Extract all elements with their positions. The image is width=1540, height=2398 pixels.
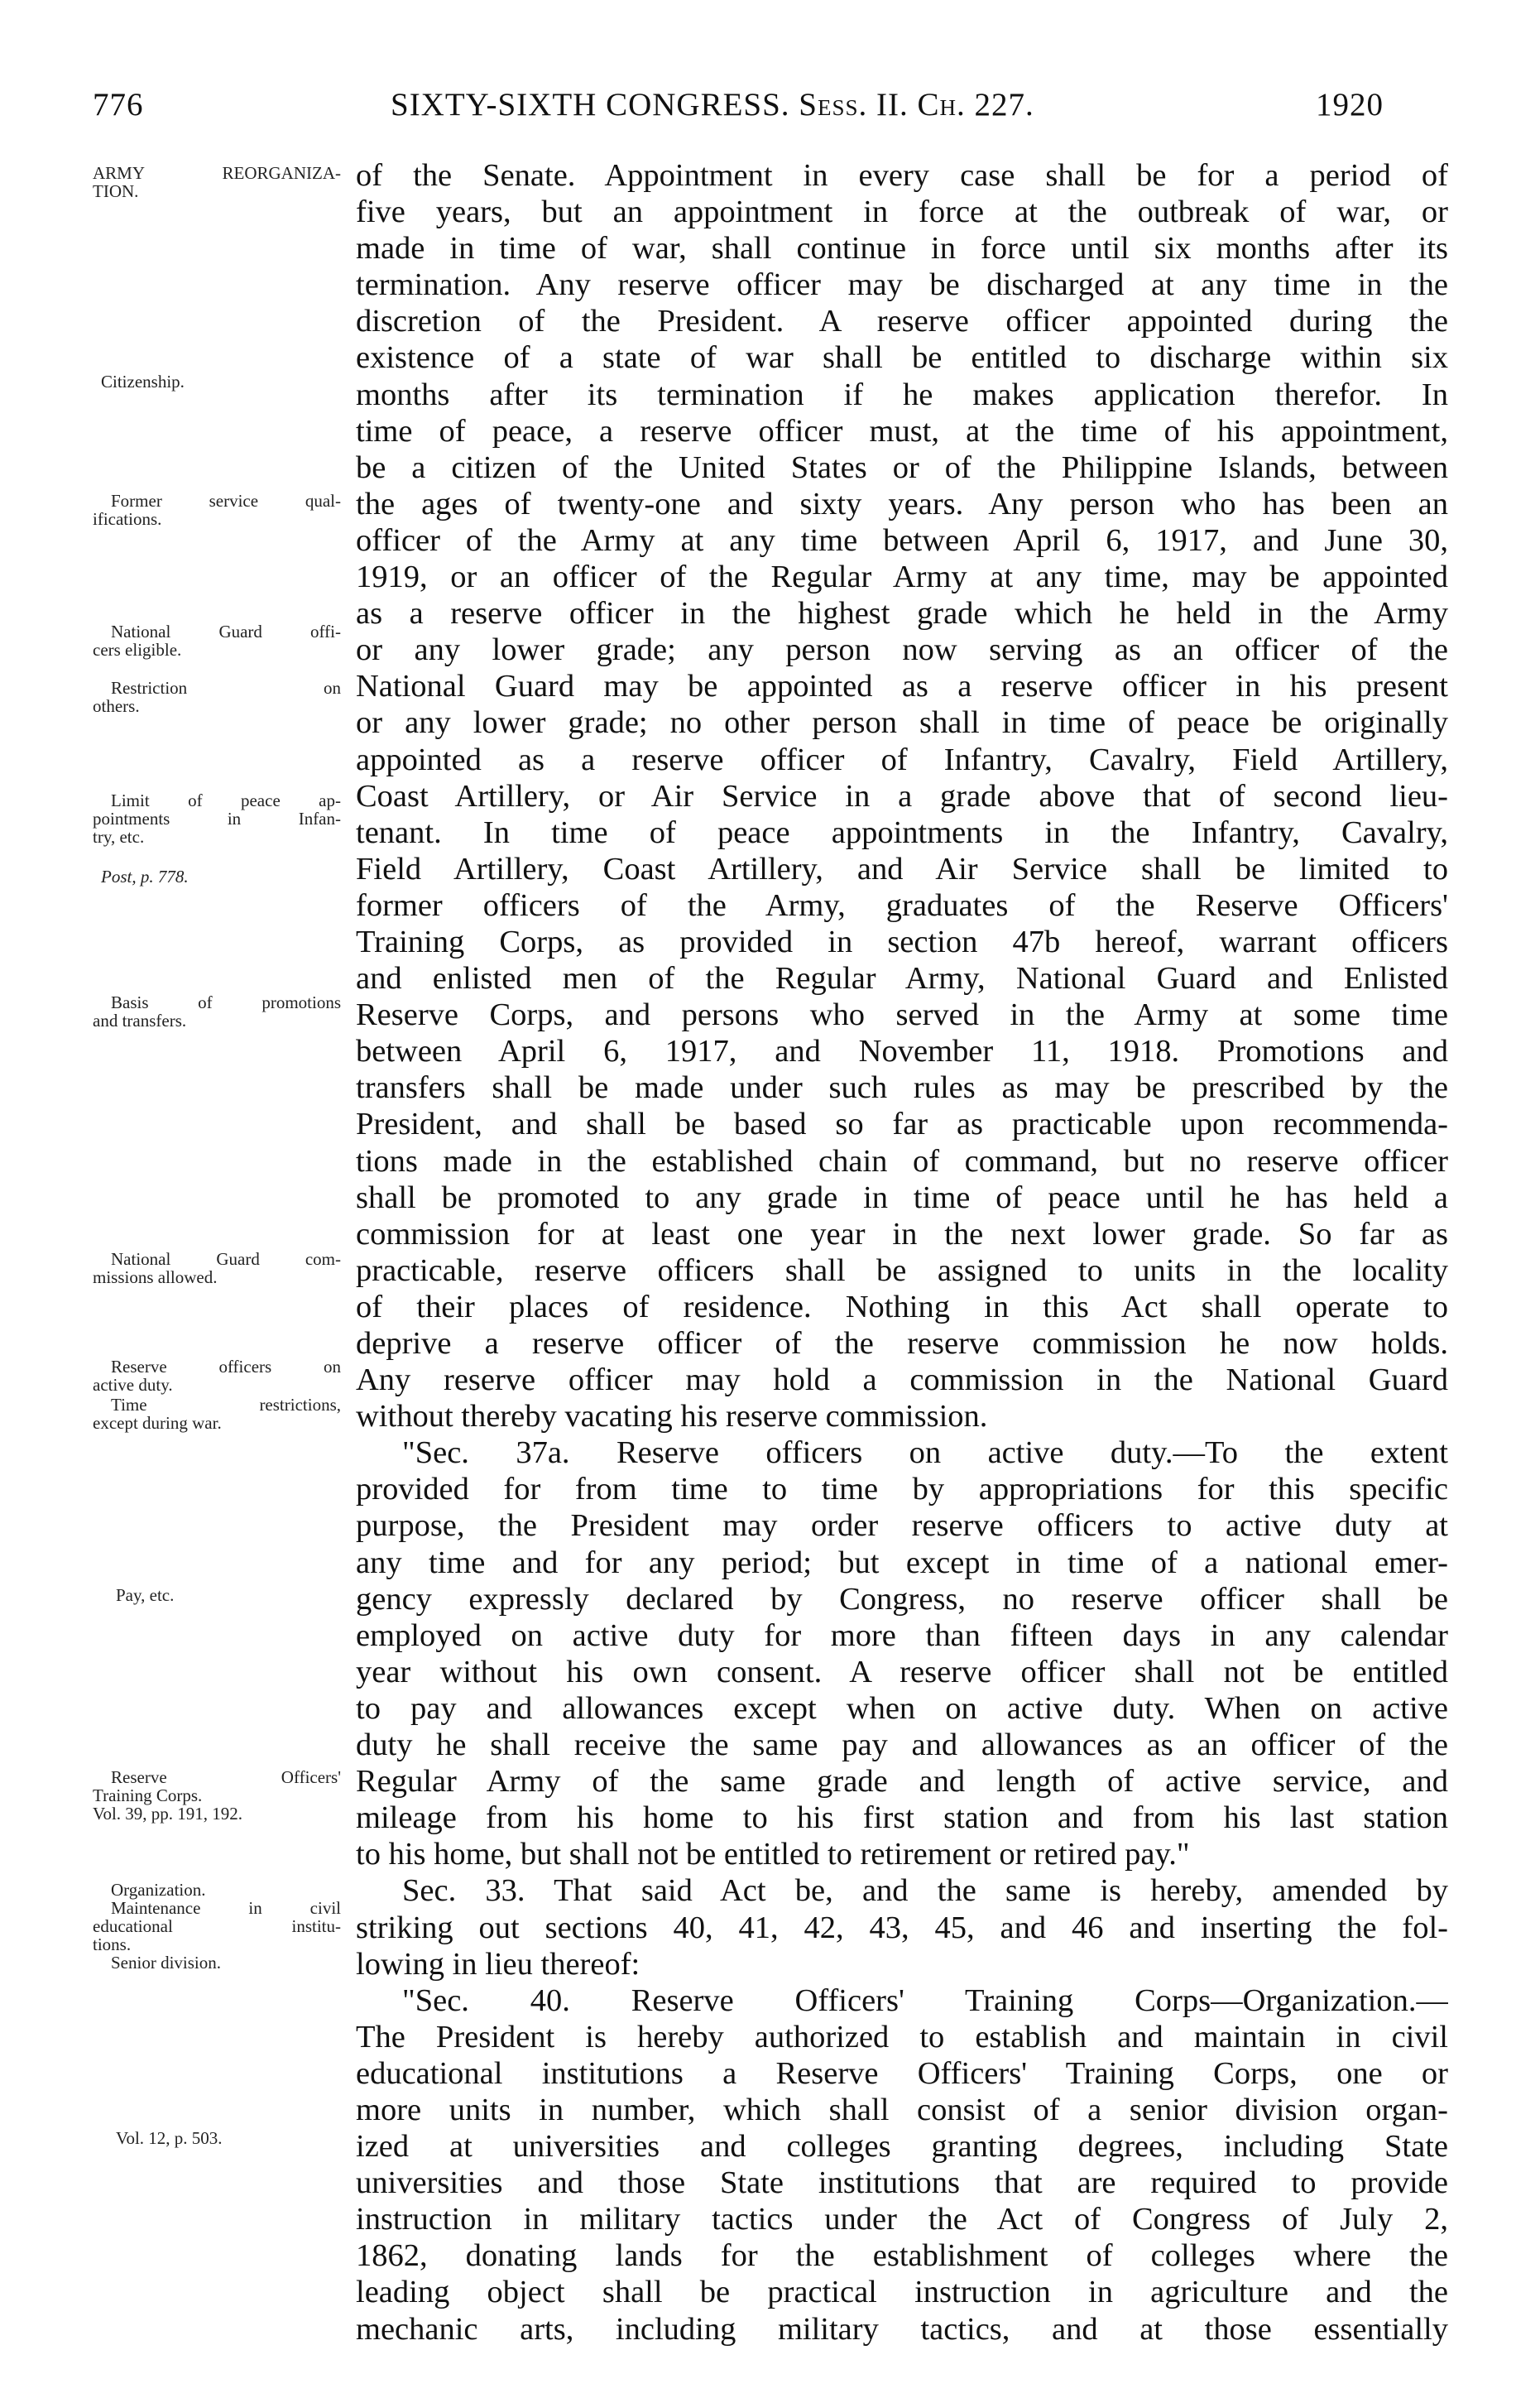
text-line: time of peace, a reserve officer must, at the time of his appointment, xyxy=(356,413,1448,449)
text-line: Coast Artillery, or Air Service in a grade above that of second lieu- xyxy=(356,778,1448,814)
text-line: President, and shall be based so far as practicable upon recommenda- xyxy=(356,1107,1448,1142)
margin-note-line: Maintenance in civil xyxy=(111,1898,341,1918)
year: 1920 xyxy=(1316,87,1384,123)
margin-note-line: Citizenship. xyxy=(101,372,185,392)
text-line: of the Senate. Appointment in every case shall be for a period of xyxy=(356,158,1448,193)
text-line: deprive a reserve officer of the reserve commission he now holds. xyxy=(356,1326,1448,1361)
text-line: leading object shall be practical instruction in agriculture and the xyxy=(356,2275,1448,2310)
text-line: Regular Army of the same grade and length of active service, and xyxy=(356,1764,1448,1800)
text-line: any time and for any period; but except in time of a national emer- xyxy=(356,1545,1448,1580)
text-line: 1862, donating lands for the establishment of colleges where the xyxy=(356,2238,1448,2274)
margin-note-limit-peace-appointments xyxy=(93,791,341,846)
text-line: as a reserve officer in the highest grade which he held in the Army xyxy=(356,596,1448,632)
margin-note-line: Former service qual- xyxy=(111,491,341,511)
page-header xyxy=(93,86,1384,136)
text-line: Any reserve officer may hold a commission in the National Guard xyxy=(356,1362,1448,1398)
margin-note-line: cers eligible. xyxy=(93,640,182,660)
margin-note-line: Organization. xyxy=(111,1880,206,1900)
margin-note-line: National Guard com- xyxy=(111,1249,341,1269)
text-line: instruction in military tactics under the Act of Congress of July 2, xyxy=(356,2202,1448,2237)
margin-note-line: Post, p. 778. xyxy=(101,867,189,887)
text-line: lowing in lieu thereof: xyxy=(356,1946,640,1982)
page-number: 776 xyxy=(93,87,144,123)
margin-note-line: Vol. 12, p. 503. xyxy=(116,2128,223,2148)
text-line: commission for at least one year in the next lower grade. So far as xyxy=(356,1216,1448,1252)
text-line: transfers shall be made under such rules as may be prescribed by the xyxy=(356,1070,1448,1106)
text-line: The President is hereby authorized to establish and maintain in civil xyxy=(356,2019,1448,2054)
text-line: year without his own consent. A reserve officer shall not be entitled xyxy=(356,1654,1448,1689)
text-line: ized at universities and colleges granting degrees, including State xyxy=(356,2129,1448,2165)
text-line: gency expressly declared by Congress, no reserve officer shall be xyxy=(356,1581,1448,1617)
margin-note-line: pointments in Infan- xyxy=(93,809,341,829)
margin-note-active-duty xyxy=(93,1358,341,1394)
margin-note-line: missions allowed. xyxy=(93,1267,218,1287)
margin-note-vol-12 xyxy=(116,2129,364,2147)
text-line: mechanic arts, including military tactics, and at those essentially xyxy=(356,2311,1448,2347)
text-line: Training Corps, as provided in section 47b hereof, warrant officers xyxy=(356,924,1448,959)
text-line: practicable, reserve officers shall be assigned to units in the locality xyxy=(356,1252,1448,1288)
text-line: universities and those State institutions that are required to provide xyxy=(356,2165,1448,2201)
text-line: 1919, or an officer of the Regular Army at any time, may be appointed xyxy=(356,560,1448,595)
text-line: tenant. In time of peace appointments in the Infantry, Cavalry, xyxy=(356,815,1448,850)
margin-note-line: Restriction on xyxy=(111,678,341,698)
text-line: existence of a state of war shall be entitled to discharge within six xyxy=(356,340,1448,376)
margin-note-post-reference xyxy=(101,867,349,886)
margin-note-national-guard-officers xyxy=(93,622,341,659)
margin-note-line: educational institu- xyxy=(93,1916,341,1936)
text-line: appointed as a reserve officer of Infantry, Cavalry, Field Artillery, xyxy=(356,742,1448,777)
margin-note-line: others. xyxy=(93,696,140,716)
running-head xyxy=(391,86,1034,123)
section-40-heading-line: "Sec. 40. Reserve Officers' Training Corps—Organization.— xyxy=(402,1982,1448,2018)
text-line: or any lower grade; any person now serving as an officer of the xyxy=(356,632,1448,668)
text-line: discretion of the President. A reserve officer appointed during the xyxy=(356,304,1448,339)
text-line: or any lower grade; no other person shall in time of peace be originally xyxy=(356,705,1448,741)
congress-title: SIXTY-SIXTH CONGRESS. xyxy=(391,87,790,123)
text-line: National Guard may be appointed as a reserve officer in his present xyxy=(356,669,1448,704)
text-line: the ages of twenty-one and sixty years. Any person who has been an xyxy=(356,486,1448,521)
section-33-line: Sec. 33. That said Act be, and the same is hereby, amended by xyxy=(402,1873,1448,1909)
text-line: former officers of the Army, graduates of the Reserve Officers' xyxy=(356,887,1448,923)
text-line: Reserve Corps, and persons who served in the Army at some time xyxy=(356,997,1448,1033)
text-line: more units in number, which shall consist of a senior division organ- xyxy=(356,2092,1448,2127)
text-line: termination. Any reserve officer may be discharged at any time in the xyxy=(356,267,1448,303)
margin-note-line: ifications. xyxy=(93,509,162,529)
margin-note-pay xyxy=(116,1586,364,1604)
margin-note-line: TION. xyxy=(93,181,139,201)
text-line: months after its termination if he makes application therefor. In xyxy=(356,377,1448,412)
text-line: mileage from his home to his first station and from his last station xyxy=(356,1800,1448,1836)
margin-note-army-reorganization xyxy=(93,164,341,200)
margin-note-line: Vol. 39, pp. 191, 192. xyxy=(93,1804,243,1824)
margin-note-line: and transfers. xyxy=(93,1011,187,1031)
margin-note-rotc xyxy=(93,1768,341,1823)
text-line: provided for from time to time by appropriations for this specific xyxy=(356,1472,1448,1507)
margin-note-restriction xyxy=(93,679,341,715)
margin-note-line: National Guard offi- xyxy=(111,622,341,642)
text-line: five years, but an appointment in force at the outbreak of war, or xyxy=(356,195,1448,230)
margin-note-time-restrictions xyxy=(93,1396,341,1432)
margin-note-line: Senior division. xyxy=(111,1953,222,1973)
text-line: tions made in the established chain of command, but no reserve officer xyxy=(356,1143,1448,1179)
margin-note-line: Time restrictions, xyxy=(111,1395,341,1415)
margin-note-line: except during war. xyxy=(93,1413,222,1433)
statute-text xyxy=(356,157,1448,2348)
margin-note-former-service xyxy=(93,492,341,528)
text-line: purpose, the President may order reserve officers to active duty at xyxy=(356,1508,1448,1544)
margin-note-organization xyxy=(93,1881,341,1953)
text-line: made in time of war, shall continue in force until six months after its xyxy=(356,231,1448,267)
margin-note-line: try, etc. xyxy=(93,827,145,847)
text-line: employed on active duty for more than fifteen days in any calendar xyxy=(356,1617,1448,1653)
margin-note-line: tions. xyxy=(93,1934,132,1954)
text-line: between April 6, 1917, and November 11, 1918. Promotions and xyxy=(356,1034,1448,1069)
text-line: to pay and allowances except when on active duty. When on active xyxy=(356,1690,1448,1726)
margin-note-line: Reserve Officers' xyxy=(111,1767,341,1787)
text-line: striking out sections 40, 41, 42, 43, 45, and 46 and inserting the fol- xyxy=(356,1910,1448,1945)
text-line: shall be promoted to any grade in time of peace until he has held a xyxy=(356,1180,1448,1215)
text-line: officer of the Army at any time between April 6, 1917, and June 30, xyxy=(356,522,1448,558)
margin-note-citizenship xyxy=(101,372,349,391)
text-line: without thereby vacating his reserve commission. xyxy=(356,1399,988,1434)
text-line: and enlisted men of the Regular Army, National Guard and Enlisted xyxy=(356,961,1448,997)
session-label: Sess. II. xyxy=(799,87,909,123)
text-line: educational institutions a Reserve Officers' Training Corps, one or xyxy=(356,2055,1448,2091)
margin-note-senior-division xyxy=(111,1953,359,1972)
chapter-label: Ch. 227. xyxy=(917,87,1034,123)
margin-note-national-guard-commissions xyxy=(93,1250,341,1286)
text-line: Field Artillery, Coast Artillery, and Air Service shall be limited to xyxy=(356,851,1448,887)
margin-note-line: Reserve officers on xyxy=(111,1357,341,1377)
margin-note-promotions xyxy=(93,993,341,1030)
text-line: be a citizen of the United States or of the Philippine Islands, between xyxy=(356,449,1448,485)
text-line: to his home, but shall not be entitled to retirement or retired pay." xyxy=(356,1837,1190,1872)
margin-note-line: active duty. xyxy=(93,1375,173,1395)
margin-note-line: Limit of peace ap- xyxy=(111,791,341,810)
margin-note-line: ARMY REORGANIZA- xyxy=(93,163,341,183)
text-line: of their places of residence. Nothing in this Act shall operate to xyxy=(356,1289,1448,1324)
section-37a-heading-line: "Sec. 37a. Reserve officers on active duty.—To the extent xyxy=(402,1435,1448,1471)
text-line: duty he shall receive the same pay and allowances as an officer of the xyxy=(356,1728,1448,1763)
margin-note-line: Basis of promotions xyxy=(111,992,341,1012)
margin-note-line: Training Corps. xyxy=(93,1785,203,1805)
margin-note-line: Pay, etc. xyxy=(116,1585,175,1605)
